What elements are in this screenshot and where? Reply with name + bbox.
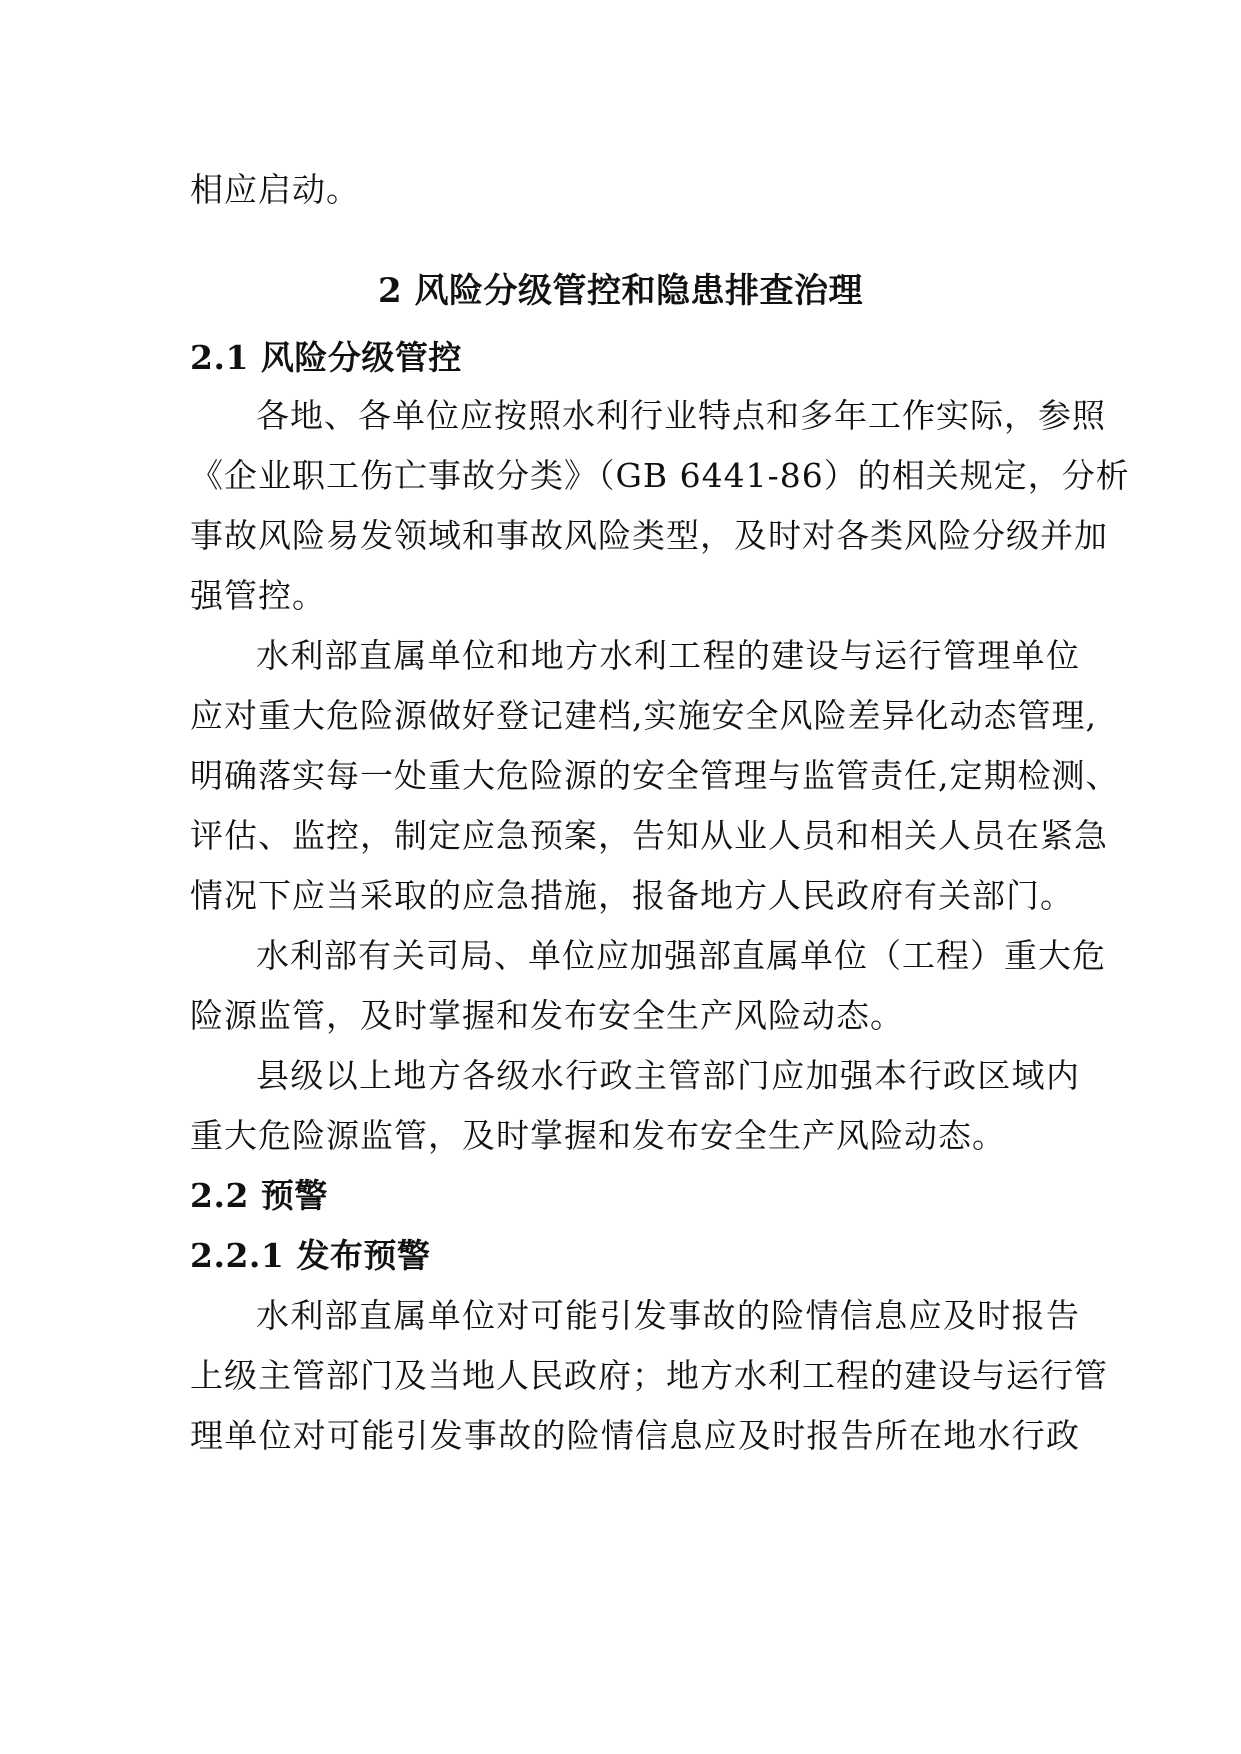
paragraph-line: 情况下应当采取的应急措施，报备地方人民政府有关部门。 bbox=[190, 876, 1074, 915]
paragraph-line: 评估、监控，制定应急预案，告知从业人员和相关人员在紧急 bbox=[190, 816, 1108, 855]
paragraph-line: 上级主管部门及当地人民政府；地方水利工程的建设与运行管 bbox=[190, 1356, 1108, 1395]
paragraph-line: 强管控。 bbox=[190, 576, 326, 615]
continuation-line: 相应启动。 bbox=[190, 170, 360, 209]
paragraph-line: 水利部直属单位和地方水利工程的建设与运行管理单位 bbox=[256, 636, 1080, 675]
paragraph-line: 险源监管，及时掌握和发布安全生产风险动态。 bbox=[190, 996, 904, 1035]
subsection-heading-2-2-1: 2.2.1 发布预警 bbox=[190, 1236, 431, 1275]
paragraph-line: 县级以上地方各级水行政主管部门应加强本行政区域内 bbox=[256, 1056, 1080, 1095]
paragraph-line: 应对重大危险源做好登记建档,实施安全风险差异化动态管理, bbox=[190, 696, 1097, 735]
paragraph-line: 《企业职工伤亡事故分类》（GB 6441-86）的相关规定，分析 bbox=[190, 456, 1130, 495]
paragraph-line: 水利部直属单位对可能引发事故的险情信息应及时报告 bbox=[256, 1296, 1080, 1335]
paragraph-line: 明确落实每一处重大危险源的安全管理与监管责任,定期检测、 bbox=[190, 756, 1120, 795]
subsection-heading-2-1: 2.1 风险分级管控 bbox=[190, 338, 462, 377]
paragraph-line: 各地、各单位应按照水利行业特点和多年工作实际，参照 bbox=[256, 396, 1106, 435]
subsection-heading-2-2: 2.2 预警 bbox=[190, 1176, 328, 1215]
paragraph-line: 水利部有关司局、单位应加强部直属单位（工程）重大危 bbox=[256, 936, 1106, 975]
paragraph-line: 理单位对可能引发事故的险情信息应及时报告所在地水行政 bbox=[190, 1416, 1080, 1455]
paragraph-line: 事故风险易发领域和事故风险类型，及时对各类风险分级并加 bbox=[190, 516, 1108, 555]
section-title: 2 风险分级管控和隐患排查治理 bbox=[378, 271, 863, 311]
paragraph-line: 重大危险源监管，及时掌握和发布安全生产风险动态。 bbox=[190, 1116, 1006, 1155]
